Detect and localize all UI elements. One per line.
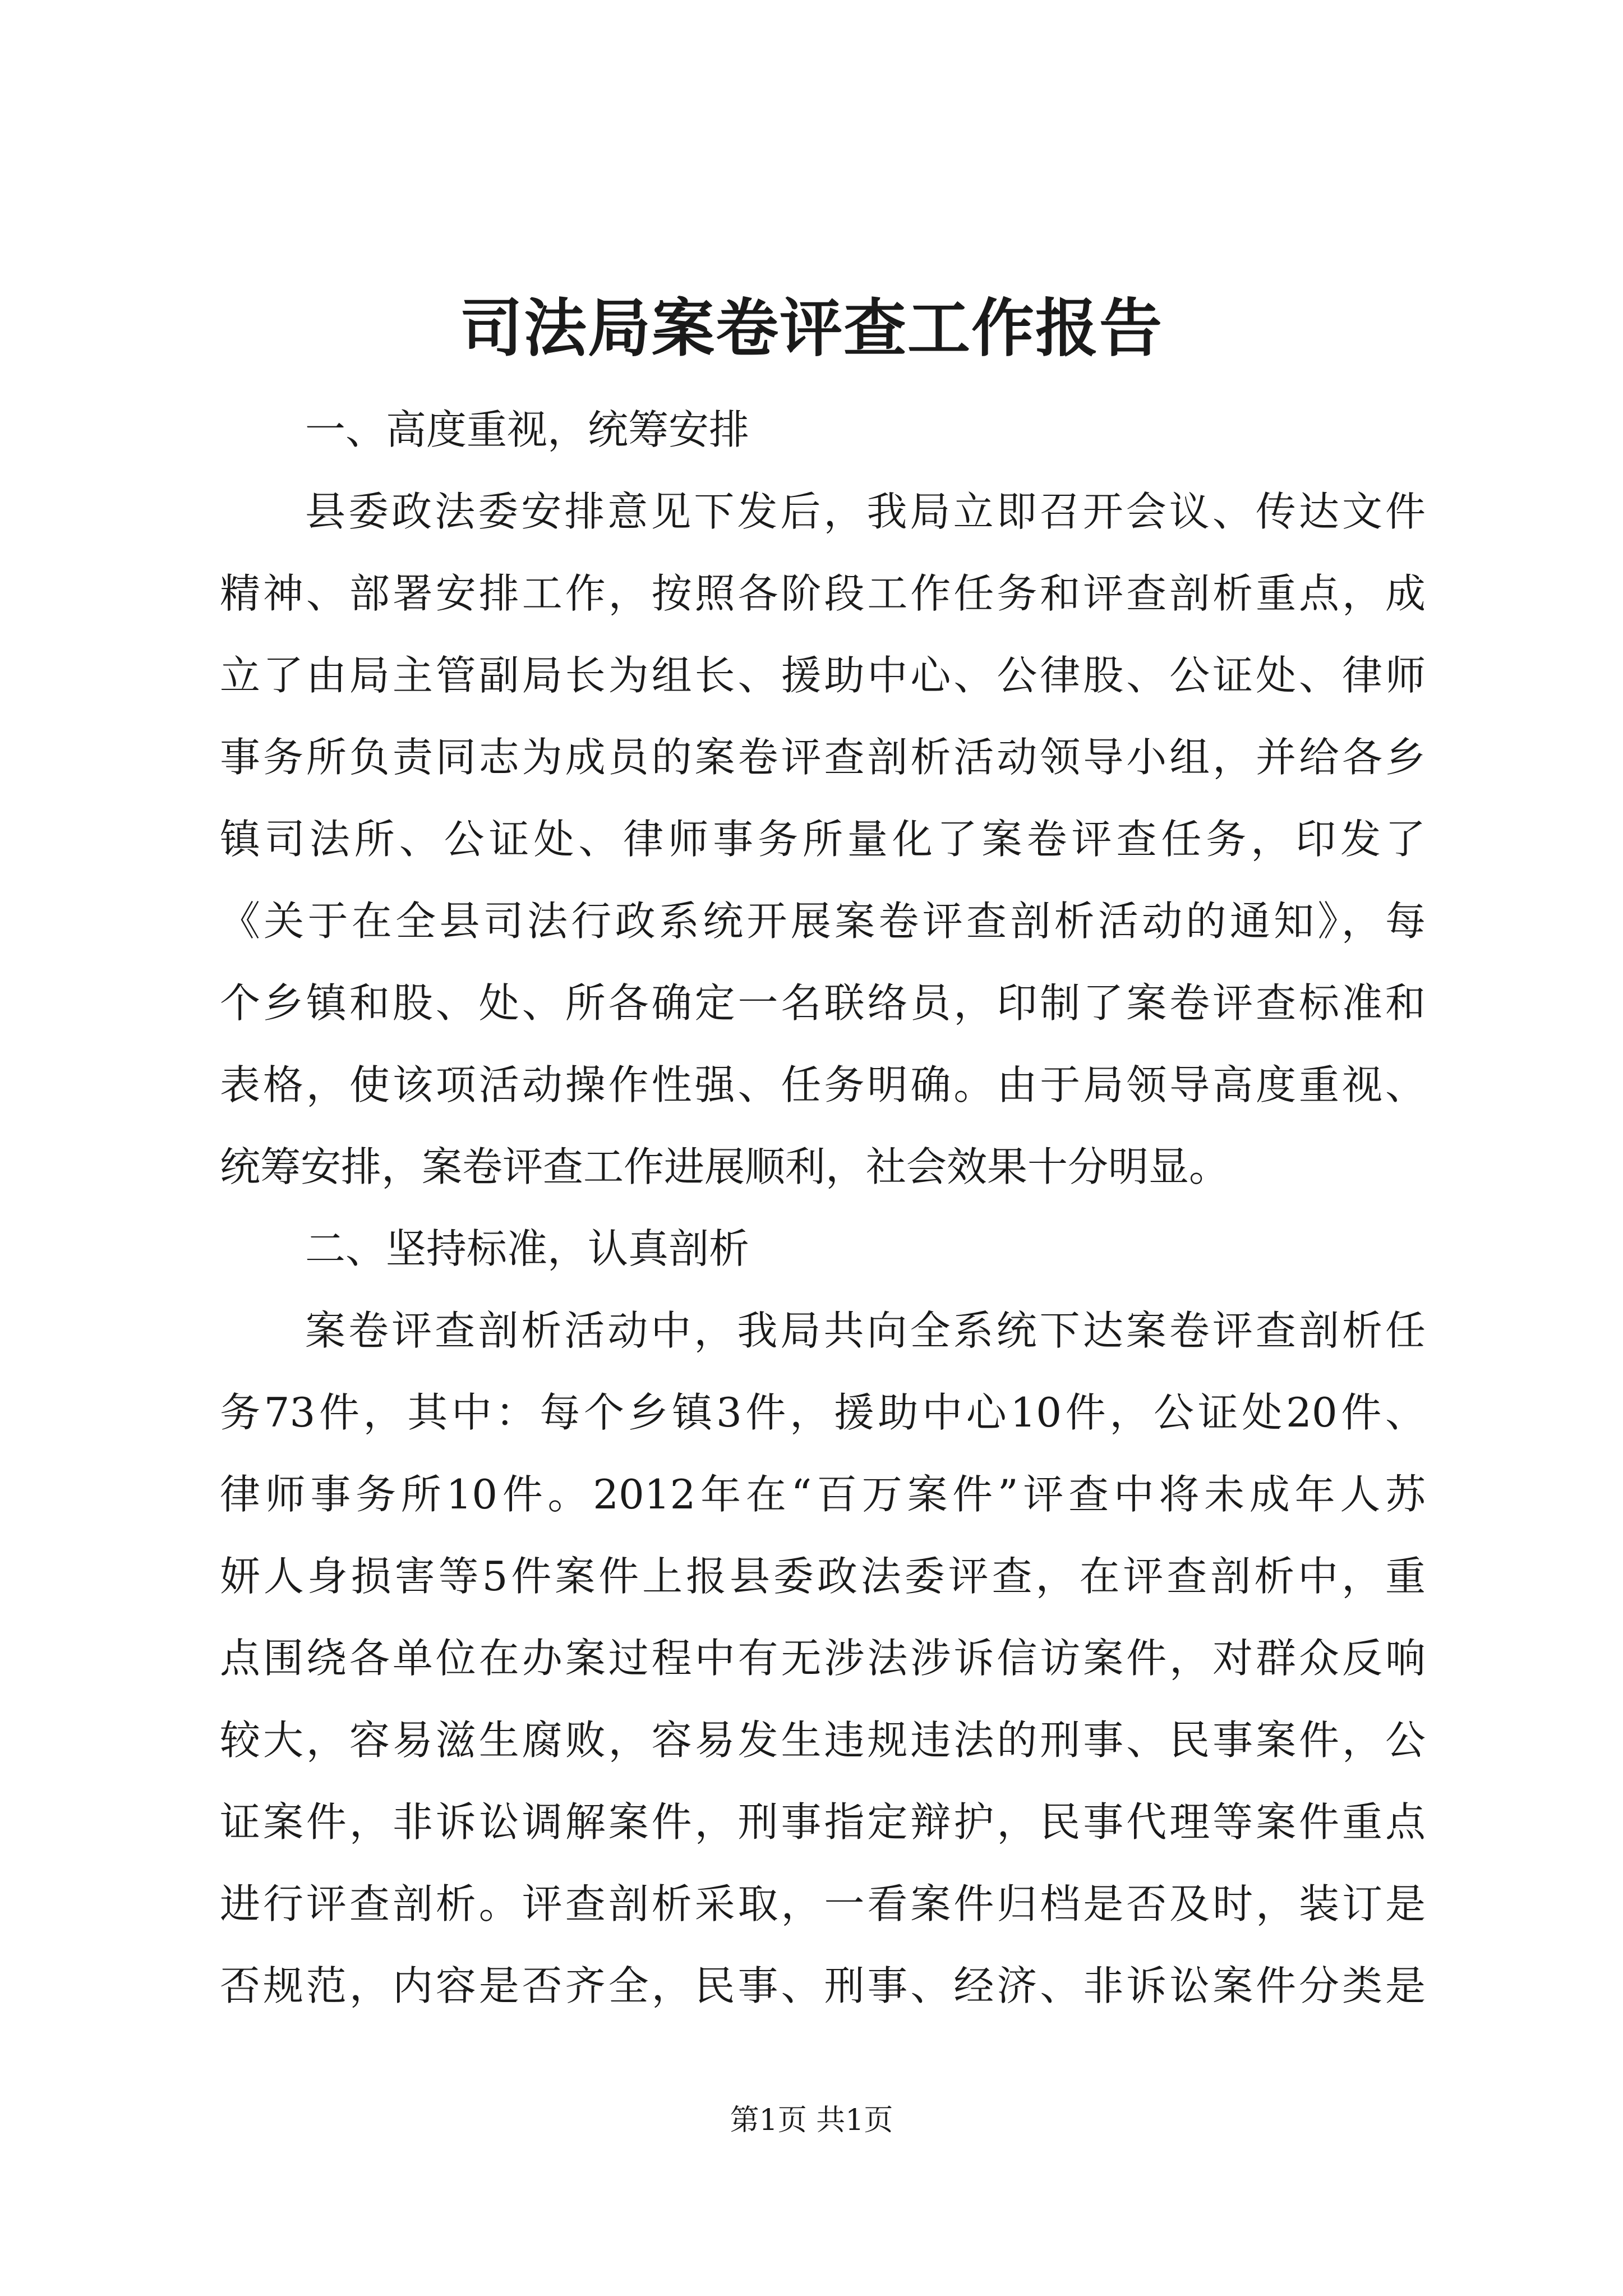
text-line: 务73件，其中：每个乡镇3件，援助中心10件，公证处20件、 xyxy=(220,1389,1426,1436)
text-line: 案卷评查剖析活动中，我局共向全系统下达案卷评查剖析任 xyxy=(305,1307,1426,1354)
text-line: 点围绕各单位在办案过程中有无涉法涉诉信访案件，对群众反响 xyxy=(220,1635,1426,1682)
page-footer: 第1页 共1页 xyxy=(730,2104,893,2137)
text-line: 一、高度重视，统筹安排 xyxy=(305,406,750,453)
text-line: 妍人身损害等5件案件上报县委政法委评查，在评查剖析中，重 xyxy=(220,1553,1426,1600)
text-line: 律师事务所10件。2012年在“百万案件”评查中将未成年人苏 xyxy=(220,1471,1426,1518)
text-line: 县委政法委安排意见下发后，我局立即召开会议、传达文件 xyxy=(305,488,1426,535)
text-line: 个乡镇和股、处、所各确定一名联络员，印制了案卷评查标准和 xyxy=(220,979,1426,1027)
text-line: 二、坚持标准，认真剖析 xyxy=(305,1225,750,1272)
text-line: 表格，使该项活动操作性强、任务明确。由于局领导高度重视、 xyxy=(220,1061,1426,1108)
text-line: 《关于在全县司法行政系统开展案卷评查剖析活动的通知》，每 xyxy=(220,898,1426,945)
text-line: 精神、部署安排工作，按照各阶段工作任务和评查剖析重点，成 xyxy=(220,570,1426,617)
text-line: 镇司法所、公证处、律师事务所量化了案卷评查任务，印发了 xyxy=(220,816,1426,863)
text-line: 事务所负责同志为成员的案卷评查剖析活动领导小组，并给各乡 xyxy=(220,734,1426,781)
text-line: 立了由局主管副局长为组长、援助中心、公律股、公证处、律师 xyxy=(220,652,1426,699)
text-line: 进行评查剖析。评查剖析采取，一看案件归档是否及时，装订是 xyxy=(220,1880,1426,1927)
text-line: 统筹安排，案卷评查工作进展顺利，社会效果十分明显。 xyxy=(220,1143,1230,1190)
document-title: 司法局案卷评查工作报告 xyxy=(460,292,1163,365)
document-body xyxy=(220,389,1426,2027)
text-line: 证案件，非诉讼调解案件，刑事指定辩护，民事代理等案件重点 xyxy=(220,1798,1426,1846)
text-line: 较大，容易滋生腐败，容易发生违规违法的刑事、民事案件，公 xyxy=(220,1717,1426,1764)
text-line: 否规范，内容是否齐全，民事、刑事、经济、非诉讼案件分类是 xyxy=(220,1962,1426,2009)
